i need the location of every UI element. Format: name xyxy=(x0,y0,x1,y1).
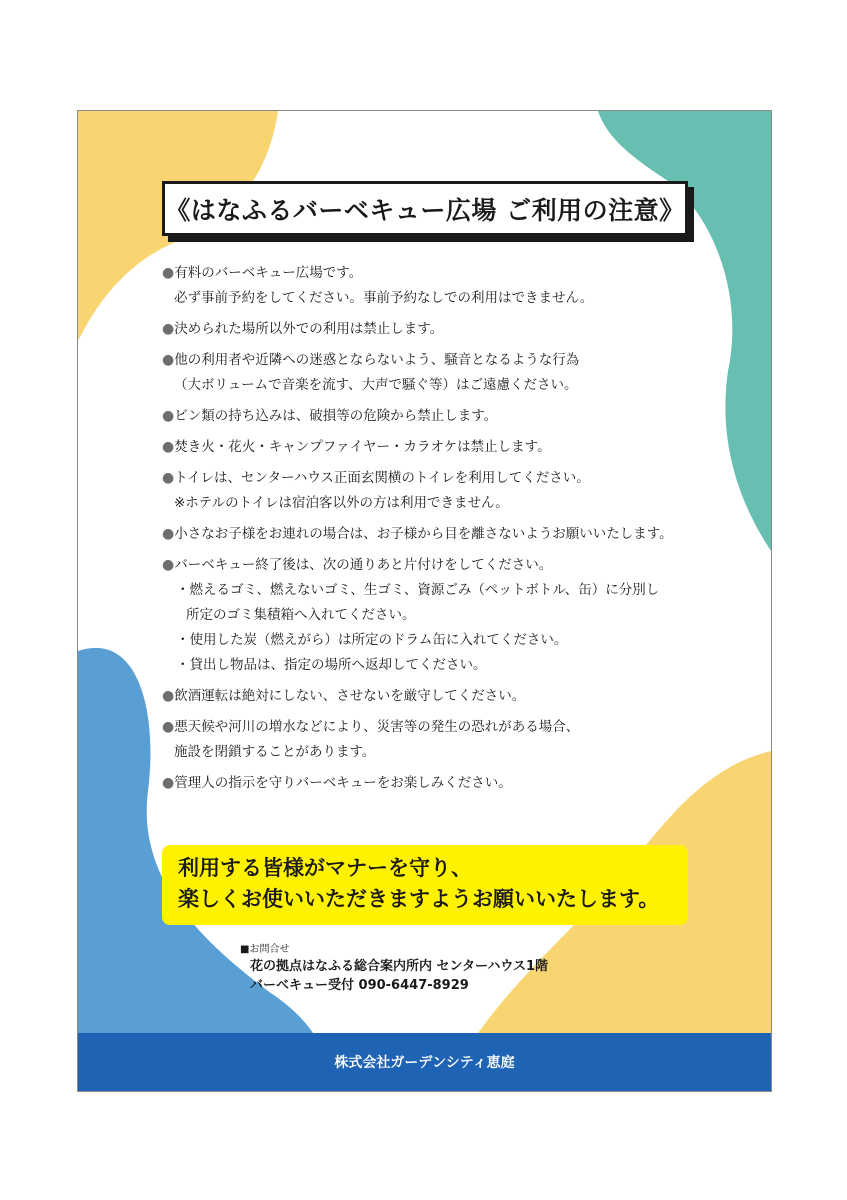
bullet-icon: ● xyxy=(162,557,175,573)
rule-continuation: 施設を閉鎖することがあります。 xyxy=(174,744,376,760)
rule-text: トイレは、センターハウス正面玄関横のトイレを利用してください。 xyxy=(174,470,590,486)
rules-list xyxy=(162,261,722,802)
bullet-icon: ● xyxy=(162,265,175,281)
rule-sub-item: ・貸出し物品は、指定の場所へ返却してください。 xyxy=(176,657,487,673)
contact-location: 花の拠点はなふる総合案内所内 センターハウス1階 xyxy=(250,959,549,974)
contact-phone: バーベキュー受付 090-6447-8929 xyxy=(250,978,469,993)
footer-bar xyxy=(78,1033,771,1091)
rule-item xyxy=(162,348,722,398)
bullet-icon: ● xyxy=(162,352,175,368)
rule-item xyxy=(162,553,722,678)
manners-highlight-box xyxy=(162,845,688,925)
rule-text: バーベキュー終了後は、次の通りあと片付けをしてください。 xyxy=(174,557,553,573)
bullet-icon: ● xyxy=(162,719,175,735)
bullet-icon: ● xyxy=(162,526,175,542)
rule-text: 決められた場所以外での利用は禁止します。 xyxy=(174,321,444,337)
rule-sub-item: 所定のゴミ集積箱へ入れてください。 xyxy=(186,607,416,623)
bullet-icon: ● xyxy=(162,321,175,337)
title-box xyxy=(162,181,688,236)
contact-label: ■お問合せ xyxy=(240,944,290,955)
rule-text: 小さなお子様をお連れの場合は、お子様から目を離さないようお願いいたします。 xyxy=(174,526,673,542)
bullet-icon: ● xyxy=(162,439,175,455)
bullet-icon: ● xyxy=(162,408,175,424)
rule-sub-item: ・燃えるゴミ、燃えないゴミ、生ゴミ、資源ごみ（ペットボトル、缶）に分別し xyxy=(176,582,660,598)
rule-item xyxy=(162,435,722,460)
rule-item xyxy=(162,261,722,311)
bullet-icon: ● xyxy=(162,470,175,486)
rule-text: 飲酒運転は絶対にしない、させないを厳守してください。 xyxy=(174,688,526,704)
contact-info xyxy=(240,943,548,995)
rule-item xyxy=(162,715,722,765)
rule-item xyxy=(162,404,722,429)
page-title: 《はなふるバーベキュー広場 ご利用の注意》 xyxy=(165,195,685,225)
bullet-icon: ● xyxy=(162,775,175,791)
rule-text: ビン類の持ち込みは、破損等の危険から禁止します。 xyxy=(174,408,498,424)
company-name: 株式会社ガーデンシティ恵庭 xyxy=(334,1055,515,1071)
highlight-line-2: 楽しくお使いいただきますようお願いいたします。 xyxy=(178,887,660,911)
rule-continuation: 必ず事前予約をしてください。事前予約なしでの利用はできません。 xyxy=(174,290,594,306)
rule-text: 焚き火・花火・キャンプファイヤー・カラオケは禁止します。 xyxy=(174,439,551,455)
rule-item xyxy=(162,522,722,547)
rule-item xyxy=(162,684,722,709)
poster xyxy=(77,110,772,1092)
rule-item xyxy=(162,771,722,796)
bullet-icon: ● xyxy=(162,688,175,704)
rule-text: 有料のバーベキュー広場です。 xyxy=(174,265,363,281)
highlight-line-1: 利用する皆様がマナーを守り、 xyxy=(178,856,472,880)
rule-text: 悪天候や河川の増水などにより、災害等の発生の恐れがある場合、 xyxy=(174,719,580,735)
rule-text: 他の利用者や近隣への迷惑とならないよう、騒音となるような行為 xyxy=(174,352,580,368)
rule-text: 管理人の指示を守りバーベキューをお楽しみください。 xyxy=(174,775,512,791)
rule-continuation: ※ホテルのトイレは宿泊客以外の方は利用できません。 xyxy=(174,495,509,511)
rule-sub-item: ・使用した炭（燃えがら）は所定のドラム缶に入れてください。 xyxy=(176,632,568,648)
rule-item xyxy=(162,317,722,342)
rule-continuation: （大ボリュームで音楽を流す、大声で騒ぐ等）はご遠慮ください。 xyxy=(174,377,578,393)
rule-item xyxy=(162,466,722,516)
